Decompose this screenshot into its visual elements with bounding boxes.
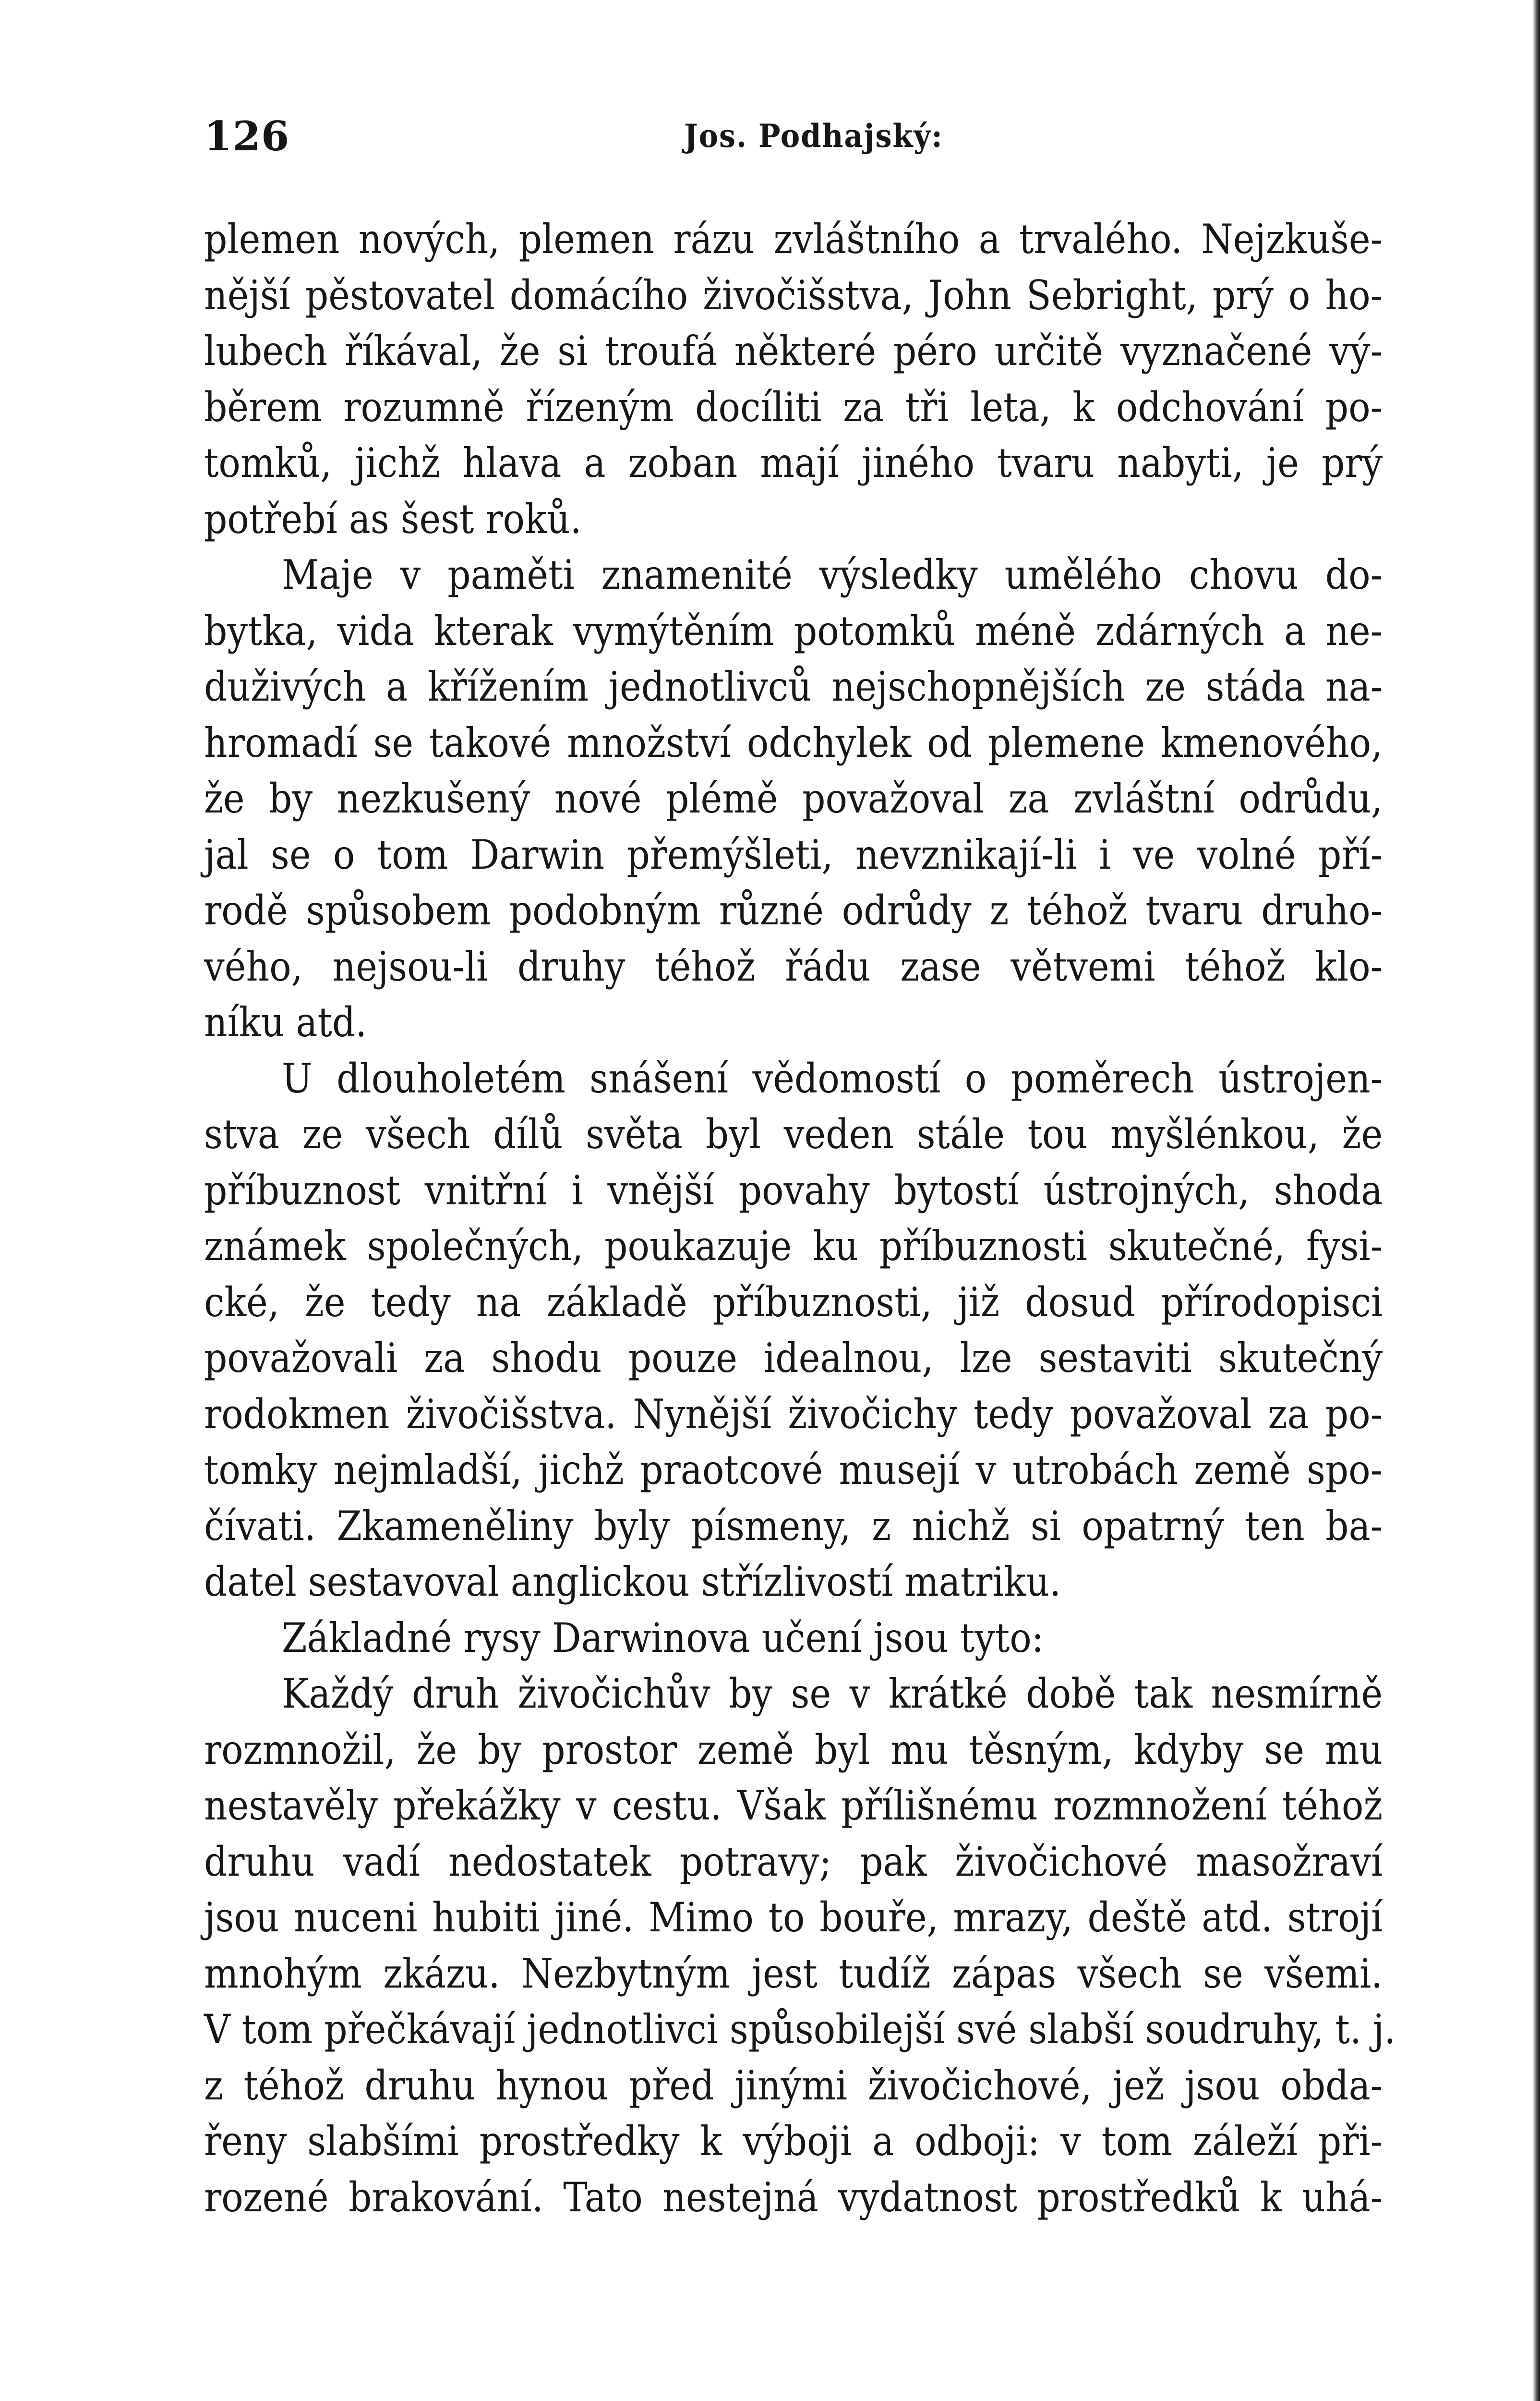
text-line: datel sestavoval anglickou střízlivostí matriku. — [204, 1558, 1061, 1605]
page-number: 126 — [204, 112, 290, 160]
running-head: Jos. Podhajský: — [684, 117, 943, 155]
text-line: druhu vadí nedostatek potravy; pak živočichové masožraví — [204, 1838, 1383, 1885]
text-line: V tom přečkávají jednotlivci spůsobilejší své slabší soudruhy, t. j. — [204, 2006, 1396, 2053]
text-line: rodě spůsobem podobným různé odrůdy z téhož tvaru druho- — [204, 887, 1383, 934]
text-line: jal se o tom Darwin přemýšleti, nevznikají-li i ve volné pří- — [204, 831, 1383, 878]
text-line: považovali za shodu pouze idealnou, lze sestaviti skutečný — [204, 1334, 1383, 1382]
text-line: potřebí as šest roků. — [204, 495, 582, 543]
paragraph-2 — [204, 547, 1383, 1051]
text-line: že by nezkušený nové plémě považoval za zvláštní odrůdu, — [204, 775, 1383, 822]
text-line: hromadí se takové množství odchylek od plemene kmenového, — [204, 719, 1383, 766]
text-line: běrem rozumně řízeným docíliti za tři leta, k odchování po- — [204, 383, 1383, 431]
paragraph-3 — [204, 1051, 1383, 1610]
text-line: rozené brakování. Tato nestejná vydatnost prostředků k uhá- — [204, 2173, 1383, 2221]
text-line: rodokmen živočišstva. Nynější živočichy tedy považoval za po- — [204, 1390, 1383, 1438]
paragraph-1 — [204, 211, 1383, 547]
text-line: řeny slabšími prostředky k výboji a odboji: v tom záleží při- — [204, 2118, 1383, 2165]
text-line: Každý druh živočichův by se v krátké době tak nesmírně — [282, 1670, 1383, 1717]
text-line: vého, nejsou-li druhy téhož řádu zase větvemi téhož klo- — [204, 943, 1383, 990]
text-line: příbuznost vnitřní i vnější povahy bytostí ústrojných, shoda — [204, 1166, 1383, 1214]
text-line: U dlouholetém snášení vědomostí o poměrech ústrojen- — [282, 1055, 1383, 1102]
text-line: stva ze všech dílů světa byl veden stále tou myšlénkou, že — [204, 1111, 1383, 1158]
text-line: z téhož druhu hynou před jinými živočichové, jež jsou obda- — [204, 2061, 1383, 2109]
text-line: nější pěstovatel domácího živočišstva, John Sebright, prý o ho- — [204, 271, 1383, 319]
text-line: rozmnožil, že by prostor země byl mu těsným, kdyby se mu — [204, 1726, 1383, 1773]
text-line: níku atd. — [204, 999, 367, 1046]
text-line: jsou nuceni hubiti jiné. Mimo to bouře, mrazy, deště atd. strojí — [204, 1894, 1383, 1941]
text-line: známek společných, poukazuje ku příbuznosti skutečné, fysi- — [204, 1223, 1383, 1270]
text-line: tomků, jichž hlava a zoban mají jiného tvaru nabyti, je prý — [204, 439, 1383, 486]
text-line: lubech říkával, že si troufá některé péro určitě vyznačené vý- — [204, 327, 1383, 375]
text-line: Maje v paměti znamenité výsledky umělého chovu do- — [282, 551, 1383, 598]
paragraph-5 — [204, 1666, 1396, 2225]
text-line: Základné rysy Darwinova učení jsou tyto: — [282, 1614, 1044, 1661]
body-text — [204, 211, 1396, 2225]
text-line: čívati. Zkameněliny byly písmeny, z nichž si opatrný ten ba- — [204, 1502, 1383, 1550]
text-line: mnohým zkázu. Nezbytným jest tudíž zápas všech se všemi. — [204, 1950, 1383, 1997]
text-line: tomky nejmladší, jichž praotcové musejí v utrobách země spo- — [204, 1446, 1383, 1493]
text-line: duživých a křížením jednotlivců nejschopnějších ze stáda na- — [204, 663, 1383, 710]
text-line: nestavěly překážky v cestu. Však přílišnému rozmnožení téhož — [204, 1782, 1383, 1829]
page-edge-shadow — [1533, 0, 1540, 2401]
page-header — [204, 107, 1383, 164]
text-line: bytka, vida kterak vymýtěním potomků méně zdárných a ne- — [204, 607, 1383, 655]
paragraph-4 — [204, 1610, 1383, 1666]
text-line: cké, že tedy na základě příbuznosti, již dosud přírodopisci — [204, 1278, 1383, 1326]
text-line: plemen nových, plemen rázu zvláštního a trvalého. Nejzkuše- — [204, 216, 1383, 263]
